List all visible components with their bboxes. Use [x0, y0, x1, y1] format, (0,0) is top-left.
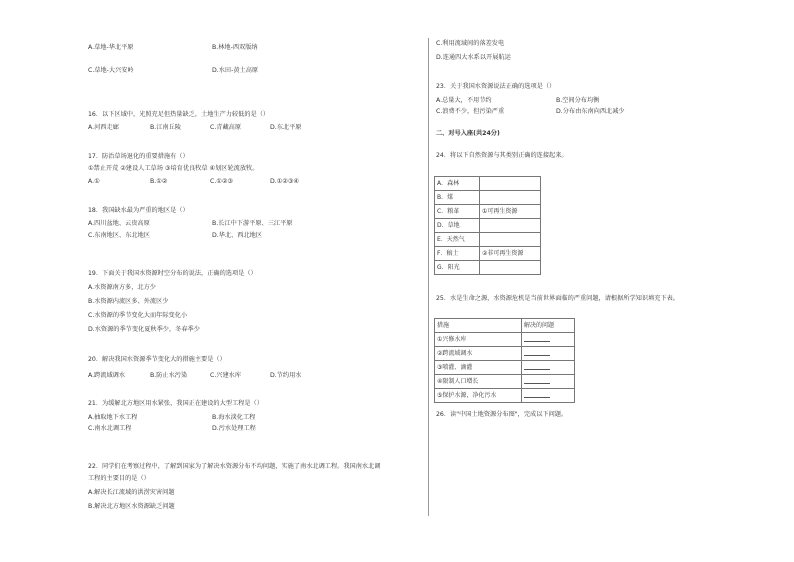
answer-blank[interactable]: [524, 336, 550, 342]
q24-category-cell: [480, 191, 541, 205]
q21-option-d: D.污水处理工程: [212, 425, 256, 432]
q24-resource-cell: D．草地: [435, 219, 480, 233]
q17-options: ①禁止开荒 ②建设人工草场 ③培育优良牧草 ④划区轮流放牧。: [88, 165, 259, 172]
q15-option-a: A.草地-华北平原: [88, 44, 134, 51]
q25-measure-cell: ①兴修水库: [435, 333, 522, 347]
q24-resource-cell: B．煤: [435, 191, 480, 205]
q25-row: [435, 361, 575, 375]
q24-row: [435, 247, 541, 261]
q17-option-d: D.①②③④: [270, 178, 299, 185]
q20-option-c: C.兴建水库: [210, 372, 242, 379]
q23-option-d: D.分布由东南向西北减少: [556, 108, 625, 115]
q24-stem: 24．将以下自然资源与其类别正确的连接起来。: [436, 152, 568, 159]
column-divider: [428, 38, 429, 516]
q23-stem: 23．关于我国水资源说法正确的选项是（）: [436, 83, 556, 90]
q21-option-c: C.南水北调工程: [88, 425, 132, 432]
q24-category-cell: [480, 219, 541, 233]
q17-option-b: B.①②: [150, 178, 168, 185]
q19-option-b: B.水资源内流区多、外流区少: [88, 298, 169, 305]
section-2-heading: 二、对号入座(共24分): [436, 130, 500, 137]
q22-stem-line1: 22．同学们在考察过程中，了解到国家为了解决水资源分布不均问题，实施了南水北调工程。我国南水北调: [88, 463, 381, 470]
q20-option-b: B.防止水污染: [150, 372, 188, 379]
q18-option-a: A.四川盆地、云贵高原: [88, 220, 150, 227]
q25-answer-cell[interactable]: [522, 375, 575, 389]
q24-category-cell: [480, 261, 541, 275]
q24-row: [435, 261, 541, 275]
q23-option-c: C.浪费不少，但污染严重: [436, 108, 505, 115]
q24-resource-cell: E．天然气: [435, 233, 480, 247]
q24-category-cell: [480, 177, 541, 191]
q15-option-c: C.草地-大兴安岭: [88, 67, 134, 74]
answer-blank[interactable]: [524, 378, 550, 384]
q25-row: [435, 389, 575, 403]
q24-row: [435, 233, 541, 247]
q25-answer-cell[interactable]: [522, 347, 575, 361]
q18-stem: 18．我国缺水最为严重的地区是（）: [88, 207, 189, 214]
q25-measure-cell: ③喷灌、滴灌: [435, 361, 522, 375]
q24-resource-cell: A．森林: [435, 177, 480, 191]
q25-row: [435, 333, 575, 347]
q24-resource-cell: G．阳光: [435, 261, 480, 275]
q25-header-cell: 措施: [435, 319, 522, 333]
q18-option-d: D.华北、西北地区: [212, 232, 263, 239]
q25-stem: 25．水是生命之源，水资源危机是当前世界面临的严重问题，请根据所学知识填充下表。: [436, 295, 679, 302]
q24-row: [435, 205, 541, 219]
q21-stem: 21．为缓解北方地区用水紧张，我国正在建设的大型工程是（）: [88, 400, 263, 407]
q22-stem-line2: 工程的主要目的是（）: [88, 475, 150, 482]
q23-option-b: B.空间分布均衡: [556, 97, 600, 104]
answer-blank[interactable]: [524, 364, 550, 370]
q25-measure-cell: ④限制人口增长: [435, 375, 522, 389]
q24-category-cell: ①可再生资源: [480, 205, 541, 219]
q24-matching-table: [434, 176, 541, 275]
q25-header-row: [435, 319, 575, 333]
q16-stem: 16．以下区域中，光照充足但热量缺乏，土地生产力较低的是（）: [88, 111, 270, 118]
q18-option-c: C.东南地区、东北地区: [88, 232, 150, 239]
q19-option-d: D.水资源的季节变化夏秋季少，冬春季少: [88, 326, 200, 333]
q22-option-d: D.连通四大水系以开展航运: [436, 54, 511, 61]
q22-option-a: A.解决长江流域的洪涝灾害问题: [88, 489, 175, 496]
q16-option-c: C.青藏高原: [210, 124, 242, 131]
q15-option-b: B.林地-西双版纳: [212, 44, 258, 51]
answer-blank[interactable]: [524, 350, 550, 356]
q20-option-a: A.跨流域调水: [88, 372, 126, 379]
q22-option-c: C.利用流域间的落差发电: [436, 40, 505, 47]
q23-option-a: A.总量大，不用节约: [436, 97, 492, 104]
q22-option-b: B.解决北方地区水资源缺乏问题: [88, 503, 175, 510]
q25-header-cell: 解决的问题: [522, 319, 575, 333]
q24-row: [435, 191, 541, 205]
q20-option-d: D.节约用水: [270, 372, 302, 379]
q24-category-cell: [480, 233, 541, 247]
q17-option-a: A.①: [88, 178, 100, 185]
q15-option-d: D.水田-黄土高原: [212, 67, 259, 74]
q25-measure-cell: ⑤保护水源，净化污水: [435, 389, 522, 403]
q25-measure-cell: ②跨流域调水: [435, 347, 522, 361]
q17-option-c: C.①②③: [210, 178, 233, 185]
q21-option-a: A.抽取地下水工程: [88, 414, 138, 421]
q25-answer-cell[interactable]: [522, 333, 575, 347]
q25-answer-cell[interactable]: [522, 389, 575, 403]
q16-option-d: D.东北平原: [270, 124, 302, 131]
q25-answer-cell[interactable]: [522, 361, 575, 375]
q24-row: [435, 177, 541, 191]
q19-stem: 19．下面关于我国水资源时空分布的说法，正确的选项是（）: [88, 270, 257, 277]
q21-option-b: B.海水淡化工程: [212, 414, 256, 421]
q25-row: [435, 375, 575, 389]
answer-blank[interactable]: [524, 392, 550, 398]
q25-row: [435, 347, 575, 361]
q20-stem: 20．解决我国水资源季节变化大的措施主要是（）: [88, 356, 226, 363]
q19-option-a: A.水资源南方多，北方少: [88, 284, 156, 291]
q18-option-b: B.长江中下游平原、三江平原: [212, 220, 293, 227]
q17-stem: 17．防治草场退化的重要措施有（）: [88, 153, 189, 160]
q24-resource-cell: F．稿土: [435, 247, 480, 261]
q24-resource-cell: C．粮革: [435, 205, 480, 219]
q16-option-b: B.江南丘陵: [150, 124, 181, 131]
q26-stem: 26．读"中国土地资源分布图"，完成以下问题。: [436, 411, 568, 418]
q24-row: [435, 219, 541, 233]
q25-fill-table: [434, 318, 575, 403]
q19-option-c: C.水资源的季节变化大而年际变化小: [88, 312, 188, 319]
q24-category-cell: ②非可再生资源: [480, 247, 541, 261]
q16-option-a: A.河西走廊: [88, 124, 119, 131]
